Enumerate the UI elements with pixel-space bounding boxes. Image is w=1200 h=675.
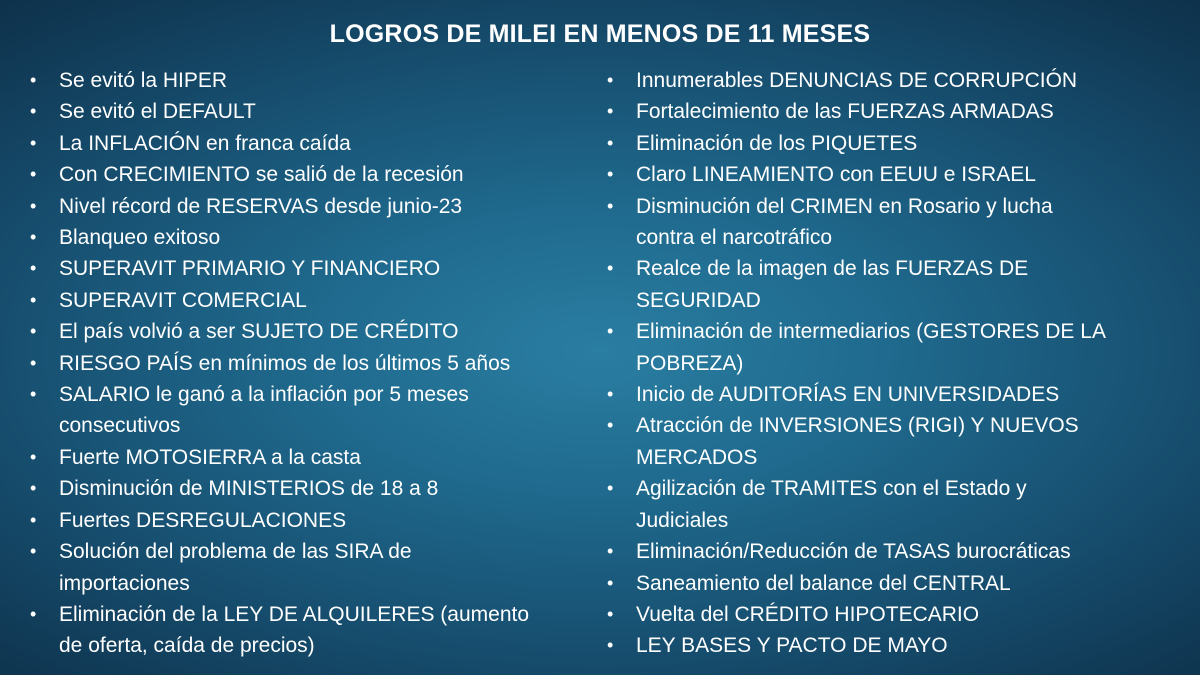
list-item bbox=[28, 191, 600, 222]
slide-title: LOGROS DE MILEI EN MENOS DE 11 MESES bbox=[329, 20, 871, 48]
list-item bbox=[605, 568, 1185, 599]
list-item-text: de oferta, caída de precios) bbox=[59, 634, 315, 658]
bullet-icon: • bbox=[30, 101, 37, 122]
list-item bbox=[28, 159, 600, 190]
list-item-text: Eliminación/Reducción de TASAS burocráticas bbox=[636, 540, 1071, 564]
list-item bbox=[605, 599, 1185, 630]
list-item bbox=[605, 630, 1185, 661]
list-item bbox=[605, 128, 1185, 159]
list-item bbox=[605, 379, 1185, 410]
bullet-icon: • bbox=[607, 321, 614, 342]
bullet-icon: • bbox=[30, 321, 37, 342]
list-item-text: Eliminación de intermediarios (GESTORES DE LA bbox=[636, 320, 1106, 344]
list-item bbox=[605, 96, 1185, 127]
list-item bbox=[28, 253, 600, 284]
list-item bbox=[28, 316, 600, 347]
list-item bbox=[28, 96, 600, 127]
list-item bbox=[28, 285, 600, 316]
list-item-text: Saneamiento del balance del CENTRAL bbox=[636, 571, 1011, 595]
list-item bbox=[28, 222, 600, 253]
list-item-text: RIESGO PAÍS en mínimos de los últimos 5 años bbox=[59, 351, 511, 375]
list-item-text: Eliminación de los PIQUETES bbox=[636, 131, 918, 155]
bullet-icon: • bbox=[30, 603, 37, 624]
bullet-icon: • bbox=[30, 289, 37, 310]
bullet-icon: • bbox=[607, 195, 614, 216]
list-item-text: Eliminación de la LEY DE ALQUILERES (aumento bbox=[59, 602, 530, 626]
list-item bbox=[28, 348, 600, 379]
list-item bbox=[28, 128, 600, 159]
bullet-icon: • bbox=[607, 384, 614, 405]
list-item-text: contra el narcotráfico bbox=[636, 226, 833, 250]
list-item-text: Solución del problema de las SIRA de bbox=[59, 540, 412, 564]
list-item-text: Disminución del CRIMEN en Rosario y lucha bbox=[636, 194, 1053, 218]
list-item bbox=[28, 65, 600, 96]
bullet-icon: • bbox=[30, 132, 37, 153]
list-item bbox=[605, 253, 1185, 316]
list-item-text: Realce de la imagen de las FUERZAS DE bbox=[636, 257, 1029, 281]
list-item-text: Blanqueo exitoso bbox=[59, 226, 221, 250]
list-item bbox=[605, 473, 1185, 536]
bullet-icon: • bbox=[30, 258, 37, 279]
list-item-text: Atracción de INVERSIONES (RIGI) Y NUEVOS bbox=[636, 414, 1079, 438]
left-achievements-list bbox=[28, 65, 600, 662]
bullet-icon: • bbox=[30, 384, 37, 405]
list-item-text: Nivel récord de RESERVAS desde junio-23 bbox=[59, 194, 463, 218]
list-item-text: Fortalecimiento de las FUERZAS ARMADAS bbox=[636, 100, 1054, 124]
list-item bbox=[605, 159, 1185, 190]
list-item-text: Disminución de MINISTERIOS de 18 a 8 bbox=[59, 477, 439, 501]
bullet-icon: • bbox=[607, 572, 614, 593]
list-item-text: La INFLACIÓN en franca caída bbox=[59, 131, 351, 155]
bullet-icon: • bbox=[30, 227, 37, 248]
list-item-text: LEY BASES Y PACTO DE MAYO bbox=[636, 634, 948, 658]
list-item bbox=[28, 536, 600, 599]
list-item-text: Se evitó la HIPER bbox=[59, 69, 228, 92]
list-item-text: Vuelta del CRÉDITO HIPOTECARIO bbox=[636, 602, 980, 626]
bullet-icon: • bbox=[607, 258, 614, 279]
list-item bbox=[605, 536, 1185, 567]
right-achievements-list bbox=[605, 65, 1185, 662]
bullet-icon: • bbox=[30, 541, 37, 562]
list-item-text: SUPERAVIT COMERCIAL bbox=[59, 288, 307, 312]
bullet-icon: • bbox=[30, 509, 37, 530]
bullet-icon: • bbox=[30, 195, 37, 216]
bullet-icon: • bbox=[30, 352, 37, 373]
list-item bbox=[28, 599, 600, 662]
list-item-text: SUPERAVIT PRIMARIO Y FINANCIERO bbox=[59, 257, 441, 281]
list-item-text: El país volvió a ser SUJETO DE CRÉDITO bbox=[59, 320, 459, 344]
list-item-text: Innumerables DENUNCIAS DE CORRUPCIÓN bbox=[636, 69, 1078, 92]
list-item bbox=[28, 442, 600, 473]
list-item bbox=[605, 65, 1185, 96]
bullet-icon: • bbox=[30, 446, 37, 467]
list-item-text: SEGURIDAD bbox=[636, 288, 761, 312]
list-item bbox=[28, 473, 600, 504]
bullet-icon: • bbox=[607, 635, 614, 656]
list-item bbox=[28, 505, 600, 536]
list-item-text: Claro LINEAMIENTO con EEUU e ISRAEL bbox=[636, 163, 1036, 187]
bullet-icon: • bbox=[607, 478, 614, 499]
bullet-icon: • bbox=[607, 603, 614, 624]
bullet-icon: • bbox=[607, 164, 614, 185]
bullet-icon: • bbox=[607, 415, 614, 436]
list-item-text: Con CRECIMIENTO se salió de la recesión bbox=[59, 163, 464, 187]
bullet-icon: • bbox=[607, 541, 614, 562]
list-item-text: consecutivos bbox=[59, 414, 181, 438]
bullet-icon: • bbox=[607, 132, 614, 153]
list-item-text: MERCADOS bbox=[636, 445, 758, 469]
list-item bbox=[605, 316, 1185, 379]
bullet-icon: • bbox=[30, 478, 37, 499]
list-item-text: POBREZA) bbox=[636, 351, 744, 375]
list-item-text: Se evitó el DEFAULT bbox=[59, 100, 256, 124]
list-item bbox=[605, 410, 1185, 473]
list-item-text: SALARIO le ganó a la inflación por 5 meses bbox=[59, 383, 469, 407]
list-item-text: Judiciales bbox=[636, 508, 729, 532]
list-item-text: Fuertes DESREGULACIONES bbox=[59, 508, 347, 532]
list-item bbox=[28, 379, 600, 442]
list-item-text: Inicio de AUDITORÍAS EN UNIVERSIDADES bbox=[636, 383, 1060, 407]
list-item bbox=[605, 191, 1185, 254]
bullet-icon: • bbox=[607, 101, 614, 122]
bullet-icon: • bbox=[30, 70, 37, 90]
list-item-text: importaciones bbox=[59, 571, 190, 595]
list-item-text: Fuerte MOTOSIERRA a la casta bbox=[59, 445, 361, 469]
bullet-icon: • bbox=[30, 164, 37, 185]
bullet-icon: • bbox=[607, 70, 614, 90]
list-item-text: Agilización de TRAMITES con el Estado y bbox=[636, 477, 1027, 501]
